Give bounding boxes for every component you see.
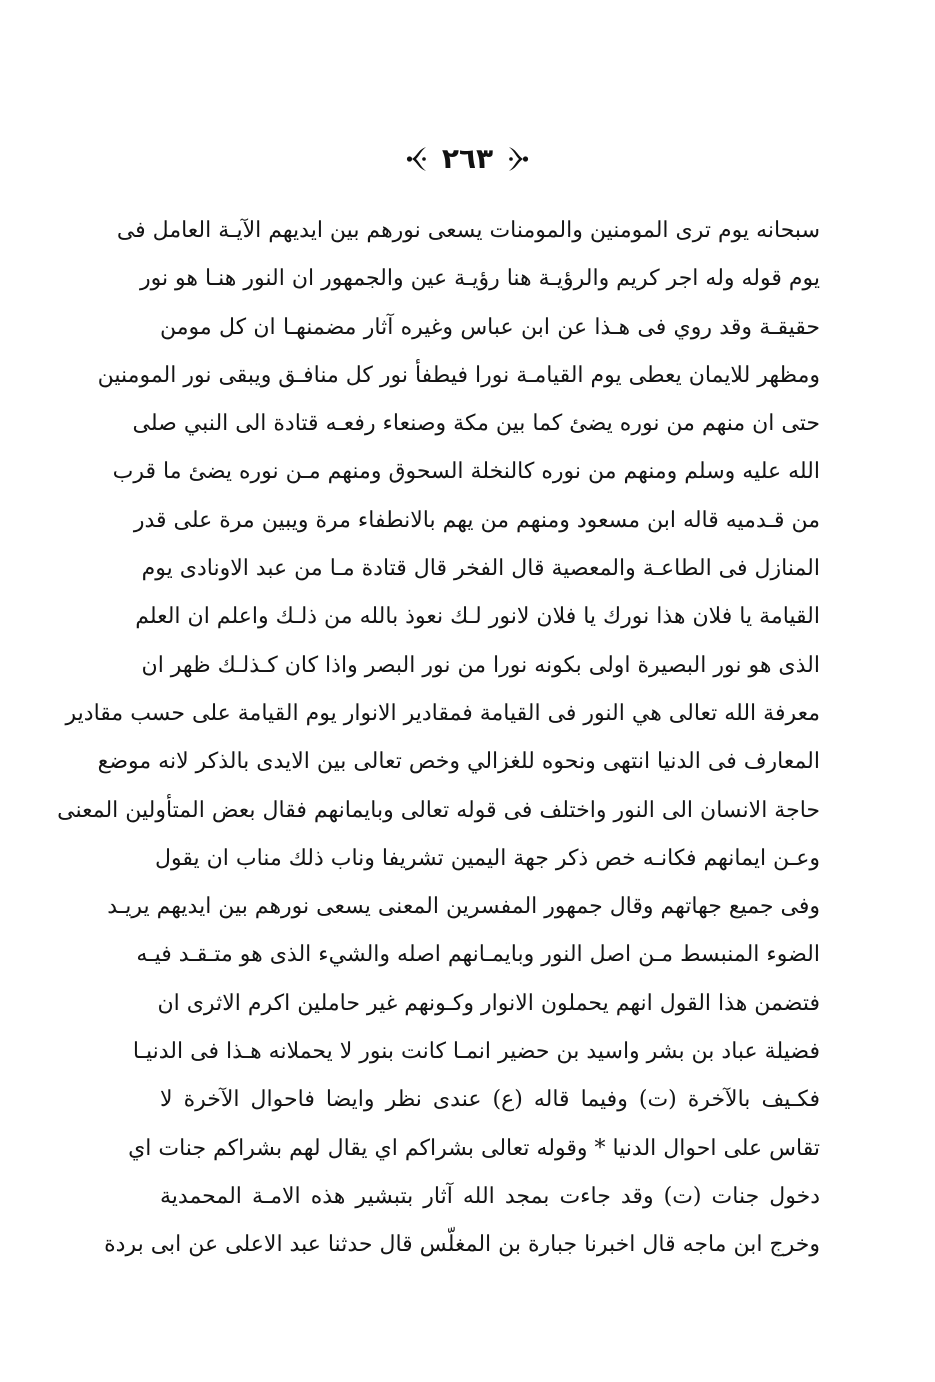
text-line: فتضمن هذا القول انهم يحملون الانوار وكـونهم غير حاملين اكرم الاثرى ان xyxy=(157,990,820,1016)
page-header xyxy=(0,134,935,184)
ornament-right-icon xyxy=(507,144,529,174)
text-line: المعارف فى الدنيا انتهى ونحوه للغزالي وخص تعالى بين الايدى بالذكر لانه موضع xyxy=(97,749,820,775)
text-line: تقاس على احوال الدنيا * وقوله تعالى بشراكم اي يقال لهم بشراكم جنات اي xyxy=(128,1135,820,1161)
page-number-group xyxy=(406,144,529,174)
text-line: حاجة الانسان الى النور واختلف فى قوله تعالى وبايمانهم فقال بعض المتأولين المعنى xyxy=(57,797,820,823)
text-line: فكـيف بالآخرة (ت) وفيما قاله (ع) عندى نظر وايضا فاحوال الآخرة لا xyxy=(160,1087,820,1113)
text-line: المنازل فى الطاعـة والمعصية قال الفخر قال قتادة مـا من عبد الاونادى يوم xyxy=(141,556,820,582)
text-line: وعـن ايمانهم فكانـه خص ذكر جهة اليمين تشريفا وناب ذلك مناب ان يقول xyxy=(155,845,820,871)
text-line: الذى هو نور البصيرة اولى بكونه نورا من نور البصر واذا كان كـذلـك ظهر ان xyxy=(141,652,820,678)
ornament-left-icon xyxy=(406,144,428,174)
page-number: ٢٦٣ xyxy=(441,142,494,175)
text-line: سبحانه يوم ترى المومنين والمومنات يسعى نورهم بين ايديهم الآيـة العامل فى xyxy=(116,218,820,243)
text-line: وخرج ابن ماجه قال اخبرنا جبارة بن المغلّس قال حدثنا عبد الاعلى عن ابى بردة xyxy=(104,1232,820,1258)
text-line: معرفة الله تعالى هي النور فى القيامة فمقادير الانوار يوم القيامة على حسب مقادير xyxy=(65,700,820,726)
text-line: حتى ان منهم من نوره يضئ كما بين مكة وصنعاء رفعـه قتادة الى النبي صلى xyxy=(132,411,820,437)
text-line: وفى جميع جهاتهم وقال جمهور المفسرين المعنى يسعى نورهم بين ايديهم يريـد xyxy=(107,894,820,920)
text-line: يوم قوله وله اجر كريم والرؤيـة هنا رؤيـة عين والجمهور ان النور هنـا هو نور xyxy=(139,266,820,292)
text-line: من قـدميه قاله ابن مسعود ومنهم من يهم بالانطفاء مرة ويبين مرة على قدر xyxy=(133,507,820,533)
body-text xyxy=(57,207,820,1270)
text-line: فضيلة عباد بن بشر واسيد بن حضير انمـا كانت بنور لا يحملانه هـذا فى الدنيـا xyxy=(132,1039,820,1065)
text-line: حقيقـة وقد روي فى هـذا عن ابن عباس وغيره آثار مضمنهـا ان كل مومن xyxy=(160,314,820,340)
text-line: القيامة يا فلان هذا نورك يا فلان لانور لـك نعوذ بالله من ذلـك واعلم ان العلم xyxy=(135,604,820,630)
text-line: ومظهر للايمان يعطى يوم القيامـة نورا فيطفأ نور كل منافـق ويبقى نور المومنين xyxy=(97,362,820,388)
text-line: دخول جنات (ت) وقد جاءت بمجد الله آثار بتبشير هذه الامـة المحمدية xyxy=(160,1183,820,1209)
text-line: الضوء المنبسط مـن اصل النور وبايمـانهم اصله والشيء الذى هو متـقـد فيـه xyxy=(136,942,820,968)
text-line: الله عليه وسلم ومنهم من نوره كالنخلة السحوق ومنهم مـن نوره يضئ ما قرب xyxy=(112,459,820,485)
